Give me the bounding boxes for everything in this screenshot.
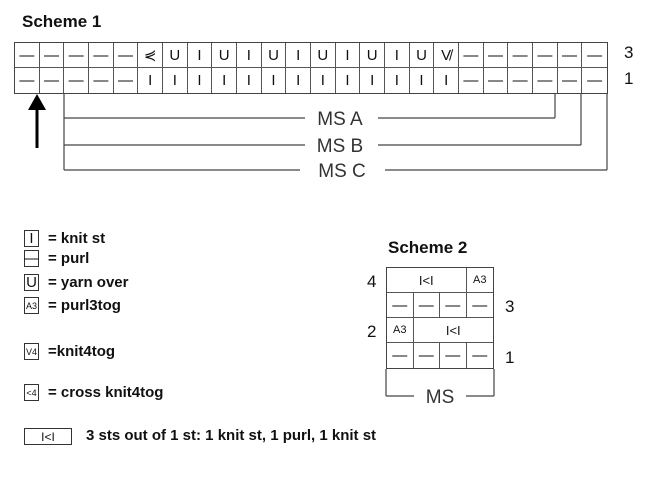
scheme-1-cell: — — [40, 43, 65, 68]
scheme-2-cell: — — [387, 293, 414, 318]
cross-knit4tog-icon: <4 — [24, 384, 39, 401]
scheme-1-cell: ⋞ — [138, 43, 163, 68]
scheme-1-cell: — — [533, 68, 558, 93]
scheme-2-row-number-2: 2 — [367, 322, 377, 341]
scheme-1-cell: I — [286, 68, 311, 93]
scheme-1-cell: I — [262, 68, 287, 93]
legend-knit-text: = knit st — [48, 230, 106, 247]
legend-increase-text: 3 sts out of 1 st: 1 knit st, 1 purl, 1 knit st — [86, 427, 377, 444]
scheme-1-cell: I — [138, 68, 163, 93]
scheme-1-cell: U — [262, 43, 287, 68]
scheme-1-cell: I — [188, 43, 213, 68]
scheme-1-cell: I — [336, 68, 361, 93]
scheme-1-cell: — — [15, 68, 40, 93]
scheme-1-cell: I — [410, 68, 435, 93]
scheme-1-cell: — — [533, 43, 558, 68]
scheme-1-cell: U — [163, 43, 188, 68]
scheme-1-cell: — — [89, 68, 114, 93]
scheme-2-row-number-4: 4 — [367, 272, 377, 291]
ms-c-label: MS C — [318, 161, 366, 182]
scheme-2-title: Scheme 2 — [388, 238, 468, 257]
knit4tog-icon: V4 — [24, 343, 39, 360]
scheme-1-cell: U — [410, 43, 435, 68]
scheme-1-cell: — — [582, 43, 607, 68]
scheme-1-cell: — — [64, 68, 89, 93]
scheme-1-cell: — — [64, 43, 89, 68]
scheme-1-row-number-3: 3 — [624, 43, 634, 62]
scheme-1-cell: — — [558, 68, 583, 93]
scheme-2-row-number-1: 1 — [505, 348, 515, 367]
scheme-1-cell: — — [114, 68, 139, 93]
knit-stitch-icon: I — [24, 230, 39, 247]
scheme-2-cell: A3 — [387, 318, 414, 343]
purl3tog-icon: A3 — [24, 297, 39, 314]
scheme-1-cell: — — [484, 43, 509, 68]
scheme-2-cell: — — [414, 343, 441, 368]
scheme-2-cell: — — [467, 293, 494, 318]
ms-label: MS — [425, 387, 455, 408]
ms-a-label: MS A — [317, 109, 363, 130]
scheme-1-cell: — — [15, 43, 40, 68]
scheme-1-cell: I — [212, 68, 237, 93]
legend-purl3tog-text: = purl3tog — [48, 297, 121, 314]
legend-yarn-over-text: = yarn over — [48, 274, 129, 291]
ms-b-label: MS B — [316, 136, 364, 157]
legend-knit4tog-text: =knit4tog — [48, 343, 116, 360]
scheme-1-cell: — — [40, 68, 65, 93]
scheme-1-cell: I — [360, 68, 385, 93]
scheme-1-cell: I — [311, 68, 336, 93]
scheme-1-cell: U — [360, 43, 385, 68]
scheme-1-cell: — — [587, 72, 603, 89]
scheme-1-cell: I — [237, 43, 262, 68]
scheme-2-cell: — — [472, 347, 488, 364]
scheme-2-row-number-3: 3 — [505, 297, 515, 316]
scheme-1-cell: I — [385, 43, 410, 68]
scheme-1-cell: V̸ — [434, 43, 459, 68]
scheme-2-cell: — — [440, 343, 467, 368]
scheme-1-cell: U — [311, 43, 336, 68]
scheme-1-cell: — — [89, 43, 114, 68]
scheme-1-cell: — — [484, 68, 509, 93]
scheme-1-cell: I — [163, 68, 188, 93]
scheme-1-cell: I — [188, 68, 213, 93]
scheme-1-title: Scheme 1 — [22, 12, 102, 31]
purl-stitch-icon: — — [24, 250, 39, 267]
scheme-1-cell: I — [286, 43, 311, 68]
scheme-2-cell: A3 — [467, 268, 494, 293]
scheme-1-cell: I — [385, 68, 410, 93]
scheme-1-cell: — — [508, 43, 533, 68]
scheme-2-cell: I<I — [414, 318, 494, 343]
scheme-1-cell: I — [434, 68, 459, 93]
three-from-one-icon: I<I — [24, 428, 72, 445]
yarn-over-icon: U — [24, 274, 39, 291]
scheme-1-cell: — — [558, 43, 583, 68]
scheme-2-cell: — — [414, 293, 441, 318]
legend-cross-knit4tog-text: = cross knit4tog — [48, 384, 164, 401]
scheme-1-cell: — — [114, 43, 139, 68]
scheme-1-cell: U — [212, 43, 237, 68]
scheme-1-cell: — — [459, 68, 484, 93]
scheme-1-cell: I — [336, 43, 361, 68]
scheme-1-cell: — — [508, 68, 533, 93]
scheme-2-cell: — — [387, 343, 414, 368]
scheme-1-cell: I — [237, 68, 262, 93]
scheme-2-cell: I<I — [387, 268, 467, 293]
legend-purl-text: = purl — [48, 250, 90, 267]
scheme-1-row-number-1: 1 — [624, 69, 634, 88]
scheme-1-cell: — — [459, 43, 484, 68]
scheme-2-cell: — — [440, 293, 467, 318]
